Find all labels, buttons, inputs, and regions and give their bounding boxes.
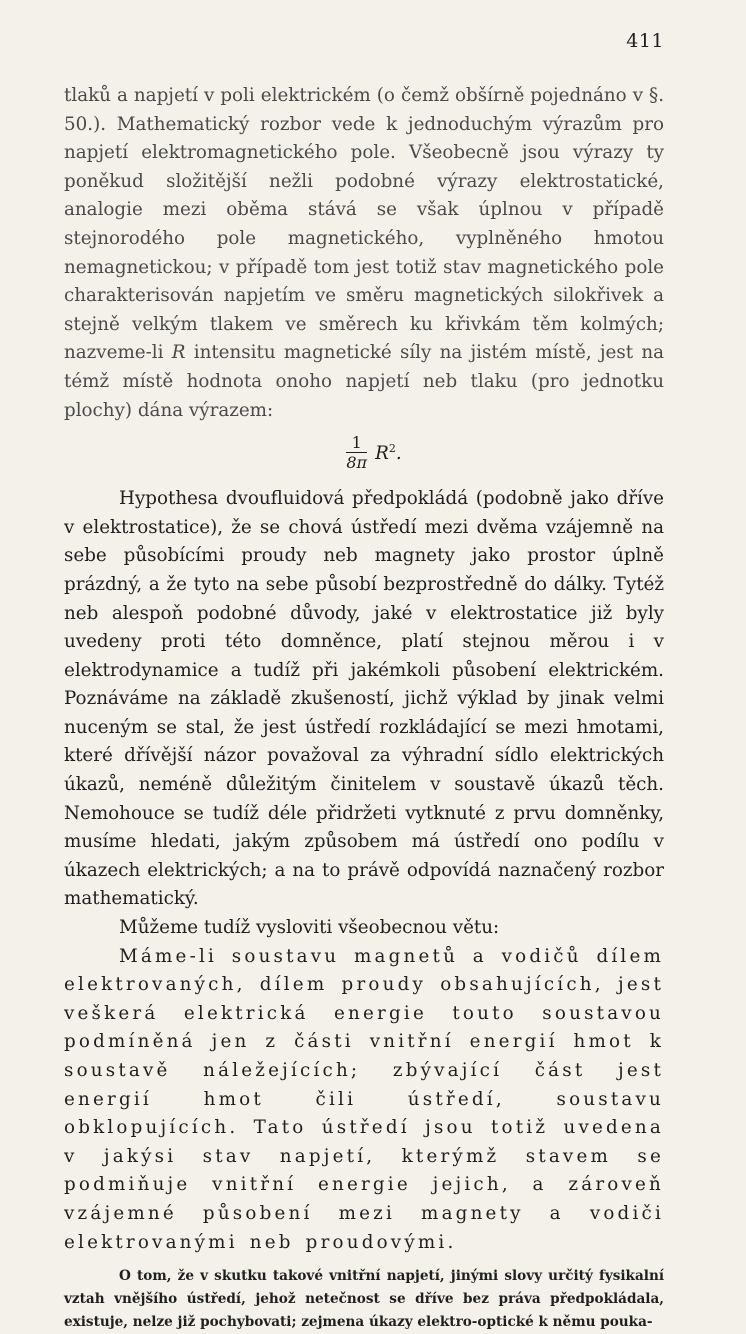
formula-exponent: 2 [388,441,396,455]
paragraph-1-end: intensitu magnetické síly na jistém místě, jest na témž místě hodnota onoho napjetí neb tlaku (pro jednotku plochy) dána výrazem: [64,342,664,421]
formula-expression [375,443,402,463]
formula-fraction [346,435,367,471]
stress-formula [74,435,674,471]
formula-period: . [395,443,402,465]
footnote-text: O tom, že v skutku takové vnitřní napjetí, jinými slovy určitý fysikalní vztah vnějšího ústředí, jehož netečnost se dříve bez práva předpokládala, existuje, nelze již pochybovati; zejmena úkazy elektro-optické k němu pouka- [64,1268,664,1331]
formula-denominator: 8π [346,453,368,473]
formula-numerator: 1 [346,435,367,453]
formula-variable: R [375,443,389,465]
theorem-statement: Máme-li soustavu magnetů a vodičů dílem elektrovaných, dílem proudy obsahujících, jest veškerá elektrická energie touto soustavou podmíněná jen z části vnitřní energií hmot k soustavě náležejících; zbývající část jest energií hmot čili ústředí, soustavu obklopujících. Tato ústředí jsou totiž uvedena v jakýsi stav napjetí, kterýmž stavem se podmiňuje vnitřní energie jejich, a zároveň vzájemné působení mezi magnety a vodiči elektrovanými neb proudovými. [64,945,664,1253]
paragraph-1-text: tlaků a napjetí v poli elektrickém (o čemž obšírně pojednáno v §. 50.). Mathematický rozbor vede k jednoduchým výrazům pro napjetí elektromagnetického pole. Všeobecně jsou výrazy ty poněkud složitější nežli podobné výrazy elektrostatické, analogie mezi oběma stává se však úplnou v případě stejnorodého pole magnetického, vyplněného hmotou nemagnetickou; v případě tom jest totiž stav magnetického pole charakterisován napjetím ve směru magnetických silokřivek a stejně velkým tlakem ve směrech ku křivkám těm kolmých; nazveme-li [64,85,664,364]
body-text [64,82,664,1334]
paragraph-2: Hypothesa dvoufluidová předpokládá (podobně jako dříve v elektrostatice), že se chová ústředí mezi dvěma vzájemně na sebe působícími proudy neb magnety jako prostor úplně prázdný, a že tyto na sebe působí bezprostředně do dálky. Tytéž neb alespoň podobné důvody, jaké v elektrostatice již byly uvedeny proti této domněnce, platí stejnou měrou i v elektrodynamice a tudíž při jakémkoli působení elektrickém. Poznáváme na základě zkušeností, jichž výklad by jinak velmi nuceným se stal, že jest ústředí rozkládající se mezi hmotami, které dřívější názor považoval za výhradní sídlo elektrických úkazů, neméně důležitým činitelem v soustavě úkazů těch. Nemohouce se tudíž déle přidržeti vytknuté z prvu domněnky, musíme hledati, jakým způsobem má ústředí ono podílu v úkazech elektrických; a na to právě odpovídá naznačený rozbor mathematický. [64,488,664,910]
paragraph-1 [64,82,664,425]
page-number: 411 [626,30,664,52]
intensity-variable: R [171,342,186,364]
paragraph-3: Můžeme tudíž vysloviti všeobecnou větu: [119,917,500,939]
footnote [64,1265,664,1334]
